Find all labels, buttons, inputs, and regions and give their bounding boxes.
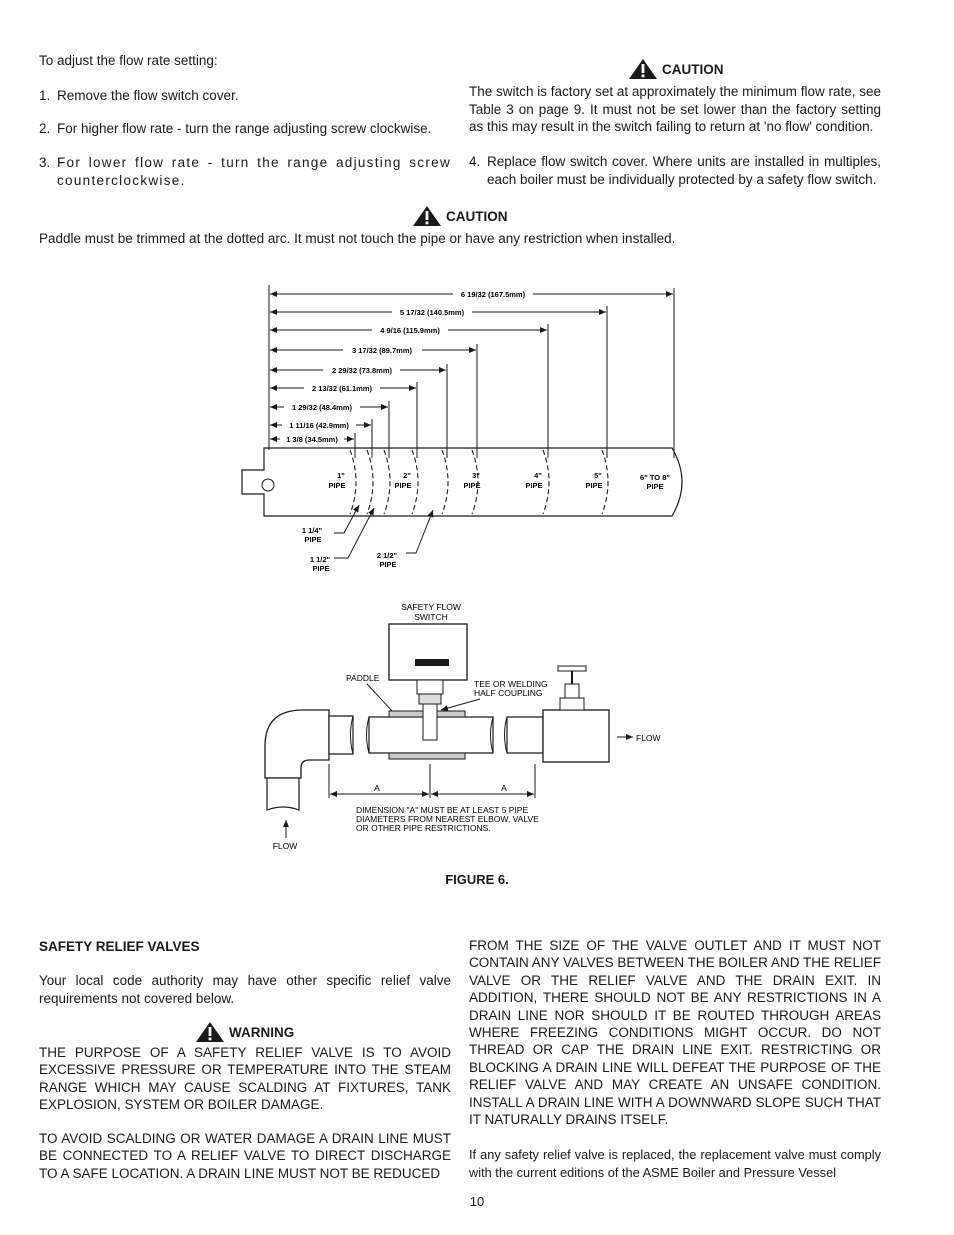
- callout-size: 1 1/4": [301, 526, 323, 535]
- pipe-size-label: 1": [337, 471, 345, 480]
- step-number: 2.: [39, 121, 51, 136]
- valve-handle: [558, 666, 586, 671]
- tee-bottom: [389, 753, 465, 759]
- pipe-size-label: 4": [534, 471, 542, 480]
- paddle-mount-hole: [262, 479, 274, 491]
- dimension-label: 4 9/16 (115.9mm): [380, 326, 440, 335]
- page-number: 10: [469, 1194, 485, 1209]
- elbow-outlet-pipe: [329, 716, 353, 754]
- elbow-fitting: [265, 710, 329, 778]
- step-text: For higher flow rate - turn the range adjusting screw clockwise.: [57, 121, 432, 136]
- figure-caption: FIGURE 6.: [445, 872, 509, 887]
- callout-word: PIPE: [304, 535, 322, 544]
- elbow-inlet-pipe: [267, 778, 299, 810]
- step-text: Replace flow switch cover. Where units are installed in multiples, each boiler must be individually protected by a safety flow switch.: [487, 154, 881, 187]
- step-number: 1.: [39, 88, 51, 103]
- dimension-label: 1 11/16 (42.9mm): [289, 421, 349, 430]
- step-number: 4.: [469, 154, 481, 169]
- caution-text-1: The switch is factory set at approximately the minimum flow rate, see Table 3 on page 9. It must not be set lower than the factory setting as this may result in the switch failing to return at 'no flow' condition.: [469, 84, 881, 134]
- callout-leader-1-25: [334, 505, 359, 533]
- pipe-word-label: PIPE: [525, 481, 543, 490]
- flow-label-bottom: FLOW: [272, 841, 298, 851]
- warning-triangle-icon: [628, 58, 658, 80]
- drain-text-left: TO AVOID SCALDING OR WATER DAMAGE A DRAIN LINE MUST BE CONNECTED TO A RELIEF VALVE TO DIRECT DISCHARGE TO A SAFE LOCATION. A DRAIN LINE MUST NOT BE REDUCED: [39, 1131, 451, 1181]
- pipe-word-label: PIPE: [463, 481, 481, 490]
- step-4: [469, 153, 881, 188]
- pipe-word-label: PIPE: [646, 482, 664, 491]
- installation-diagram: [255, 598, 675, 858]
- paddle-label: PADDLE: [346, 673, 380, 683]
- step-text: For lower flow rate - turn the range adjusting screw counterclockwise.: [57, 155, 451, 188]
- dimension-label: 2 13/32 (61.1mm): [311, 384, 373, 393]
- dimension-label: 5 17/32 (140.5mm): [399, 308, 465, 317]
- valve-bonnet: [560, 698, 584, 710]
- switch-label-line1: SAFETY FLOW: [401, 602, 461, 612]
- step-1: [39, 87, 469, 105]
- pipe-size-label: 6" TO 8": [640, 473, 670, 482]
- pipe-size-label: 5": [594, 471, 602, 480]
- switch-stem: [417, 680, 443, 694]
- dimension-1in: [270, 433, 355, 458]
- replace-text: If any safety relief valve is replaced, the replacement valve must comply with the current editions of the ASME Boiler and Pressure Vessel: [469, 1147, 881, 1180]
- section-heading: SAFETY RELIEF VALVES: [39, 939, 200, 954]
- callout-word: PIPE: [312, 564, 330, 573]
- dimension-a-label: A: [374, 783, 380, 793]
- tee-label-line2: HALF COUPLING: [474, 688, 543, 698]
- callout-word: PIPE: [379, 560, 397, 569]
- pipe-word-label: PIPE: [328, 481, 346, 490]
- pipe-size-label: 3": [472, 471, 480, 480]
- flow-switch-box: [389, 624, 467, 680]
- pipe-word-label: PIPE: [394, 481, 412, 490]
- tee-label-line1: TEE OR WELDING: [474, 679, 548, 689]
- warning-text: THE PURPOSE OF A SAFETY RELIEF VALVE IS TO AVOID EXCESSIVE PRESSURE OR TEMPERATURE INTO THE STEAM RANGE WHICH MAY CAUSE SCALDING AT FIXTURES, TANK EXPLOSION, SYSTEM OR BOILER DAMAGE.: [39, 1045, 451, 1113]
- paddle-blade: [423, 704, 437, 740]
- callout-size: 1 1/2": [309, 555, 331, 564]
- drain-text-right: FROM THE SIZE OF THE VALVE OUTLET AND IT MUST NOT CONTAIN ANY VALVES BETWEEN THE BOILER AND THE RELIEF VALVE OR THE RELIEF VALVE AND THE DRAIN EXIT. IN ADDITION, THERE SHOULD NOT BE ANY RESTRICTIONS IN A DRAIN LINE NOR SHOULD IT BE ROUTED THROUGH AREAS WHERE FREEZING CONDITIONS MIGHT OCCUR. DO NOT THREAD OR CAP THE DRAIN LINE EXIT. RESTRICTING OR BLOCKING A DRAIN LINE WILL DEFEAT THE PURPOSE OF THE RELIEF VALVE AND MAY CREATE AN UNSAFE CONDITION. INSTALL A DRAIN LINE WITH A DOWNWARD SLOPE SUCH THAT IT NATURALLY DRAINS ITSELF.: [469, 938, 881, 1128]
- switch-label-line2: SWITCH: [414, 612, 448, 622]
- flow-label-right: FLOW: [636, 733, 661, 743]
- relief-intro: Your local code authority may have other specific relief valve requirements not covered below.: [39, 973, 451, 1006]
- warning-triangle-icon: [412, 205, 442, 227]
- caution-label: CAUTION: [446, 208, 508, 224]
- warning-heading: [195, 1021, 294, 1043]
- valve-body: [543, 710, 609, 762]
- dimension-a-label: A: [501, 783, 507, 793]
- switch-nameplate: [415, 659, 449, 666]
- dimension-label: 1 29/32 (48.4mm): [291, 403, 353, 412]
- dimension-note-line3: OR OTHER PIPE RESTRICTIONS.: [356, 823, 491, 833]
- dimension-6in: [270, 288, 674, 458]
- dimension-note-line2: DIAMETERS FROM NEAREST ELBOW, VALVE: [356, 814, 539, 824]
- caution-text-2: Paddle must be trimmed at the dotted arc. It must not touch the pipe or have any restriction when installed.: [39, 231, 676, 246]
- caution-heading-2: [412, 205, 508, 227]
- dimension-label: 6 19/32 (167.5mm): [460, 290, 526, 299]
- pipe-word-label: PIPE: [585, 481, 603, 490]
- step-text: Remove the flow switch cover.: [57, 88, 239, 103]
- warning-triangle-icon: [195, 1021, 225, 1043]
- intro-text: To adjust the flow rate setting:: [39, 53, 218, 68]
- step-3: [39, 154, 451, 189]
- pipe-size-label: 2": [403, 471, 411, 480]
- switch-nut: [419, 694, 441, 704]
- dimension-label: 2 29/32 (73.8mm): [331, 366, 393, 375]
- valve-stem: [565, 684, 579, 698]
- tee-leader: [441, 699, 480, 710]
- step-2: [39, 120, 469, 138]
- dimension-2in: [270, 382, 417, 458]
- callout-size: 2 1/2": [376, 551, 398, 560]
- dimension-label: 3 17/32 (89.7mm): [351, 346, 413, 355]
- dimension-note-line1: DIMENSION "A" MUST BE AT LEAST 5 PIPE: [356, 805, 529, 815]
- caution-label: CAUTION: [662, 61, 724, 77]
- paddle-diagram: [230, 280, 700, 580]
- right-pipe: [507, 717, 543, 753]
- warning-label: WARNING: [229, 1024, 295, 1040]
- step-number: 3.: [39, 155, 51, 170]
- paddle-outline: [242, 448, 682, 516]
- caution-heading-1: [628, 58, 724, 80]
- dimension-label: 1 3/8 (34.5mm): [286, 435, 338, 444]
